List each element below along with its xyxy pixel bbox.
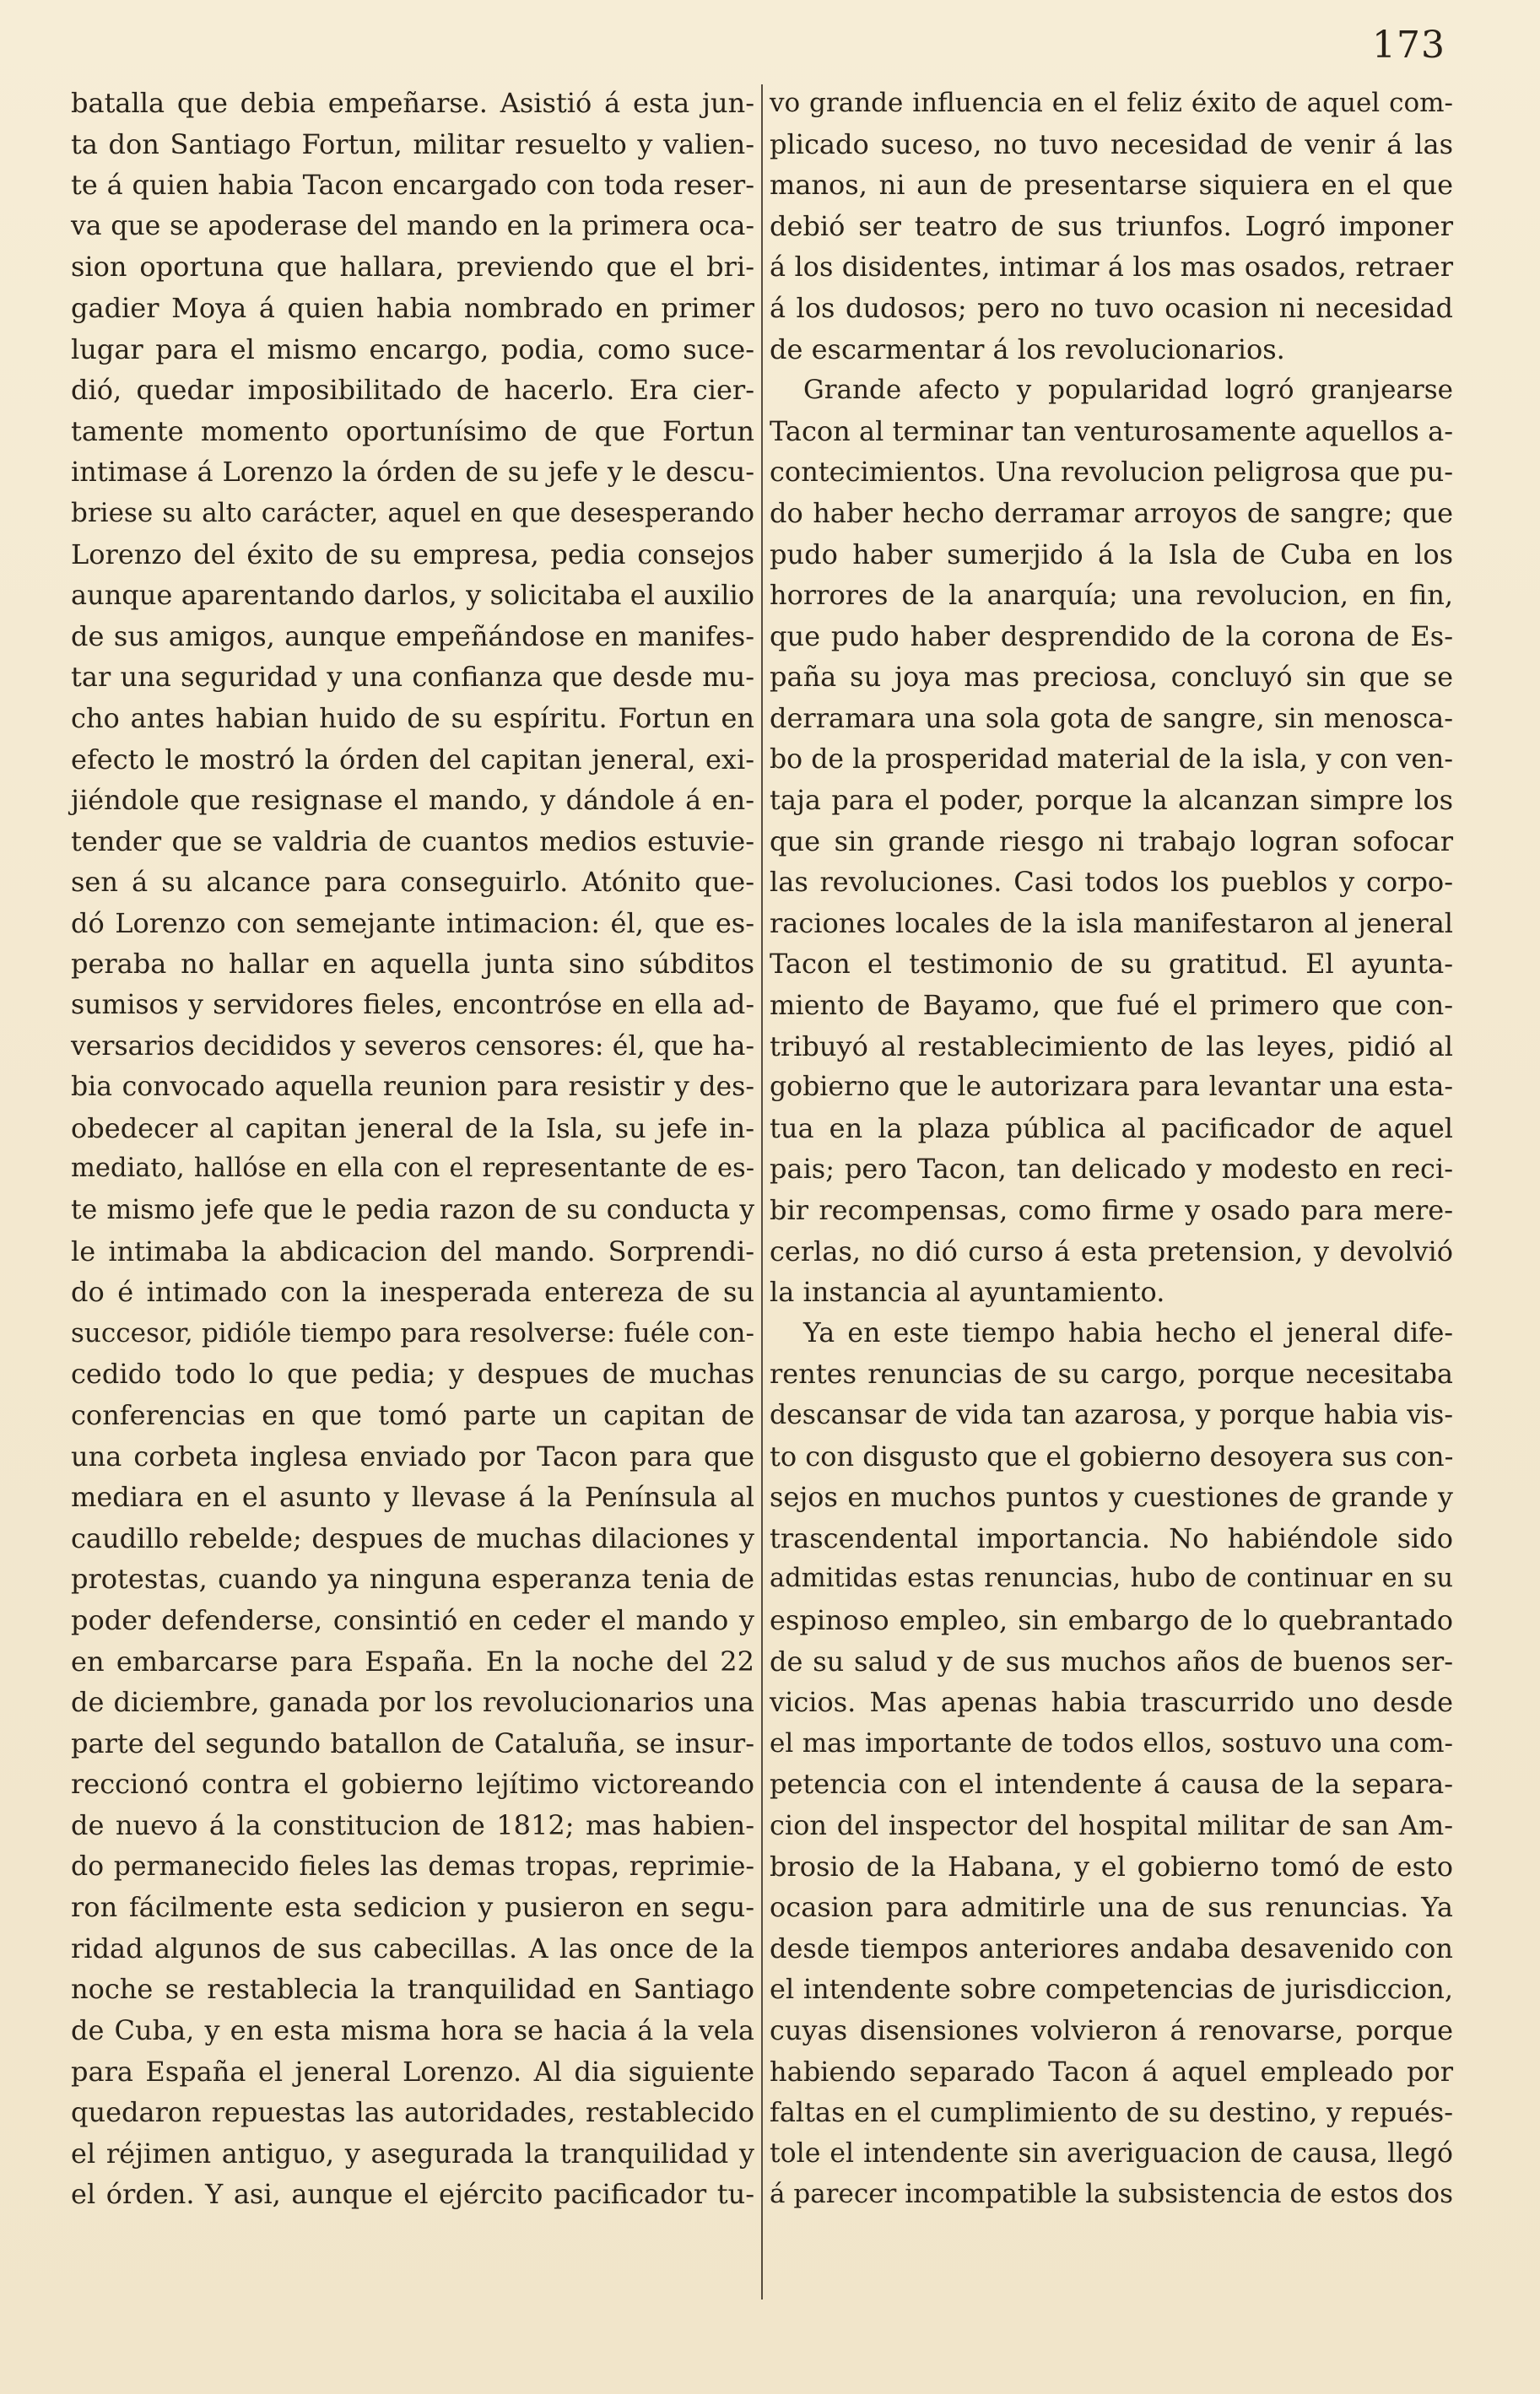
text-line: tamente momento oportunísimo de que Fortun <box>71 414 754 447</box>
text-line: sen á su alcance para conseguirlo. Atónito que- <box>71 866 754 899</box>
text-line: en embarcarse para España. En la noche del 22 <box>71 1645 754 1678</box>
text-line: ocasion para admitirle una de sus renuncias. Ya <box>770 1891 1453 1924</box>
text-line: el órden. Y asi, aunque el ejército pacificador tu- <box>71 2178 754 2211</box>
text-line: para España el jeneral Lorenzo. Al dia siguiente <box>71 2055 754 2088</box>
text-line: vo grande influencia en el feliz éxito de aquel com- <box>770 88 1453 118</box>
text-line: briese su alto carácter, aquel en que desesperando <box>71 497 754 528</box>
text-line: tole el intendente sin averiguacion de causa, llegó <box>770 2137 1453 2169</box>
text-line: le intimaba la abdicacion del mando. Sorprendi- <box>71 1235 754 1267</box>
text-line: de sus amigos, aunque empeñándose en manifes- <box>71 619 754 652</box>
text-line: raciones locales de la isla manifestaron al jeneral <box>770 906 1453 939</box>
text-line: vicios. Mas apenas habia trascurrido uno desde <box>770 1686 1453 1719</box>
text-line: batalla que debia empeñarse. Asistió á esta jun- <box>71 87 754 119</box>
text-line: de escarmentar á los revolucionarios. <box>770 332 1285 365</box>
text-line: protestas, cuando ya ninguna esperanza tenia de <box>71 1563 754 1596</box>
text-line: sumisos y servidores fieles, encontróse en ella ad- <box>71 990 754 1021</box>
text-line: de su salud y de sus muchos años de buenos ser- <box>770 1645 1453 1678</box>
text-line: cerlas, no dió curso á esta pretension, y devolvió <box>770 1235 1453 1267</box>
text-line: mediara en el asunto y llevase á la Península al <box>71 1481 754 1514</box>
text-line: debió ser teatro de sus triunfos. Logró imponer <box>770 209 1453 242</box>
text-line: pais; pero Tacon, tan delicado y modesto en reci- <box>770 1153 1453 1186</box>
text-line: tender que se valdria de cuantos medios estuvie- <box>71 824 754 857</box>
text-line: sion oportuna que hallara, previendo que el bri- <box>71 251 754 284</box>
text-line: dió, quedar imposibilitado de hacerlo. Era cier- <box>71 374 754 407</box>
right-text-column <box>770 83 1453 2215</box>
text-line: el mas importante de todos ellos, sostuvo una com- <box>770 1727 1453 1759</box>
text-line: tribuyó al restablecimiento de las leyes, pidió al <box>770 1029 1453 1062</box>
text-line: gadier Moya á quien habia nombrado en primer <box>71 291 754 324</box>
text-line: espinoso empleo, sin embargo de lo quebrantado <box>770 1603 1453 1636</box>
text-line: á los dudosos; pero no tuvo ocasion ni necesidad <box>770 291 1453 324</box>
text-line: jiéndole que resignase el mando, y dándole á en- <box>71 784 754 817</box>
text-line: cho antes habian huido de su espíritu. Fortun en <box>71 701 754 734</box>
text-line: poder defenderse, consintió en ceder el mando y <box>71 1603 754 1636</box>
text-line: tua en la plaza pública al pacificador de aquel <box>770 1111 1453 1144</box>
text-line: conferencias en que tomó parte un capitan de <box>71 1399 754 1431</box>
text-line: derramara una sola gota de sangre, sin menosca- <box>770 701 1453 734</box>
text-line: de diciembre, ganada por los revolucionarios una <box>71 1686 754 1719</box>
text-line: pudo haber sumerjido á la Isla de Cuba en los <box>770 538 1453 570</box>
text-line: gobierno que le autorizara para levantar una esta- <box>770 1072 1453 1103</box>
text-line: cuyas disensiones volvieron á renovarse, porque <box>770 2013 1453 2046</box>
text-line: á parecer incompatible la subsistencia de estos dos <box>770 2179 1453 2210</box>
text-line: que pudo haber desprendido de la corona de Es- <box>770 619 1453 652</box>
text-line: aunque aparentando darlos, y solicitaba el auxilio <box>71 579 754 612</box>
text-line: horrores de la anarquía; una revolucion, en fin, <box>770 579 1453 612</box>
text-line: efecto le mostró la órden del capitan jeneral, exi- <box>71 743 754 775</box>
text-line: do permanecido fieles las demas tropas, reprimie- <box>71 1851 754 1882</box>
text-line: va que se apoderase del mando en la primera oca- <box>71 210 754 241</box>
text-line: intimase á Lorenzo la órden de su jefe y le descu- <box>71 456 754 489</box>
text-line: succesor, pidióle tiempo para resolverse: fuéle con- <box>71 1317 754 1348</box>
text-line: Grande afecto y popularidad logró granjearse <box>803 375 1453 406</box>
text-line: de nuevo á la constitucion de 1812; mas habien- <box>71 1808 754 1841</box>
text-line: petencia con el intendente á causa de la separa- <box>770 1768 1453 1801</box>
left-text-column <box>71 83 754 2215</box>
text-line: taja para el poder, porque la alcanzan simpre los <box>770 784 1453 817</box>
text-line: rentes renuncias de su cargo, porque necesitaba <box>770 1358 1453 1391</box>
text-line: faltas en el cumplimiento de su destino, y repués- <box>770 2096 1453 2129</box>
text-line: cedido todo lo que pedia; y despues de muchas <box>71 1358 754 1391</box>
text-line: contecimientos. Una revolucion peligrosa que pu- <box>770 456 1453 489</box>
text-line: descansar de vida tan azarosa, y porque habia vis- <box>770 1400 1453 1430</box>
text-line: admitidas estas renuncias, hubo de continuar en su <box>770 1564 1453 1594</box>
text-line: á los disidentes, intimar á los mas osados, retraer <box>770 251 1453 284</box>
text-line: ron fácilmente esta sedicion y pusieron en segu- <box>71 1891 754 1924</box>
text-line: trascendental importancia. No habiéndole sido <box>770 1521 1453 1554</box>
text-line: do haber hecho derramar arroyos de sangre; que <box>770 496 1453 529</box>
text-line: bo de la prosperidad material de la isla, y con ven- <box>770 743 1453 775</box>
page-number: 173 <box>1372 24 1445 67</box>
text-line: obedecer al capitan jeneral de la Isla, su jefe in- <box>71 1111 754 1144</box>
text-line: to con disgusto que el gobierno desoyera sus con- <box>770 1440 1454 1473</box>
text-line: el intendente sobre competencias de jurisdiccion, <box>770 1973 1453 2006</box>
text-line: las revoluciones. Casi todos los pueblos y corpo- <box>770 866 1453 899</box>
text-line: bia convocado aquella reunion para resistir y des- <box>71 1072 754 1103</box>
text-line: noche se restablecia la tranquilidad en Santiago <box>71 1973 754 2006</box>
text-line: te mismo jefe que le pedia razon de su conducta y <box>71 1195 754 1226</box>
text-line: desde tiempos anteriores andaba desavenido con <box>770 1932 1453 1964</box>
text-line: paña su joya mas preciosa, concluyó sin que se <box>770 661 1453 694</box>
text-line: sejos en muchos puntos y cuestiones de grande y <box>770 1481 1453 1514</box>
text-line: ta don Santiago Fortun, militar resuelto y valien- <box>71 127 754 160</box>
text-line: versarios decididos y severos censores: él, que ha- <box>71 1030 754 1062</box>
text-line: el réjimen antiguo, y asegurada la tranquilidad y <box>71 2137 754 2170</box>
text-line: Tacon el testimonio de su gratitud. El ayunta- <box>770 948 1453 981</box>
text-line: mediato, hallóse en ella con el representante de es- <box>71 1154 754 1184</box>
text-line: Ya en este tiempo habia hecho el jeneral dife- <box>803 1317 1453 1348</box>
text-line: dó Lorenzo con semejante intimacion: él, que es- <box>71 906 754 939</box>
text-line: te á quien habia Tacon encargado con toda reser- <box>71 169 754 202</box>
text-line: plicado suceso, no tuvo necesidad de venir á las <box>770 127 1453 160</box>
text-line: habiendo separado Tacon á aquel empleado por <box>770 2055 1453 2088</box>
text-line: bir recompensas, como firme y osado para mere- <box>770 1194 1453 1227</box>
text-line: quedaron repuestas las autoridades, restablecido <box>71 2096 754 2129</box>
text-line: la instancia al ayuntamiento. <box>770 1276 1165 1309</box>
text-line: miento de Bayamo, que fué el primero que con- <box>770 989 1453 1022</box>
text-line: Lorenzo del éxito de su empresa, pedia consejos <box>71 538 754 570</box>
text-line: caudillo rebelde; despues de muchas dilaciones y <box>71 1521 754 1554</box>
text-line: lugar para el mismo encargo, podia, como suce- <box>71 332 754 365</box>
text-line: parte del segundo batallon de Cataluña, se insur- <box>71 1727 754 1759</box>
text-line: peraba no hallar en aquella junta sino súbditos <box>71 948 754 981</box>
column-divider <box>761 84 763 2299</box>
text-line: una corbeta inglesa enviado por Tacon para que <box>71 1440 754 1473</box>
text-line: Tacon al terminar tan venturosamente aquellos a- <box>770 414 1453 447</box>
text-line: do é intimado con la inesperada entereza de su <box>71 1276 754 1309</box>
text-line: reccionó contra el gobierno lejítimo victoreando <box>71 1768 754 1801</box>
text-line: tar una seguridad y una confianza que desde mu- <box>71 661 754 694</box>
text-line: ridad algunos de sus cabecillas. A las once de la <box>71 1932 754 1964</box>
text-line: manos, ni aun de presentarse siquiera en el que <box>770 169 1453 202</box>
text-line: de Cuba, y en esta misma hora se hacia á la vela <box>71 2013 754 2046</box>
text-line: que sin grande riesgo ni trabajo logran sofocar <box>770 824 1453 857</box>
text-line: cion del inspector del hospital militar de san Am- <box>770 1808 1453 1841</box>
text-line: brosio de la Habana, y el gobierno tomó de esto <box>770 1850 1453 1883</box>
